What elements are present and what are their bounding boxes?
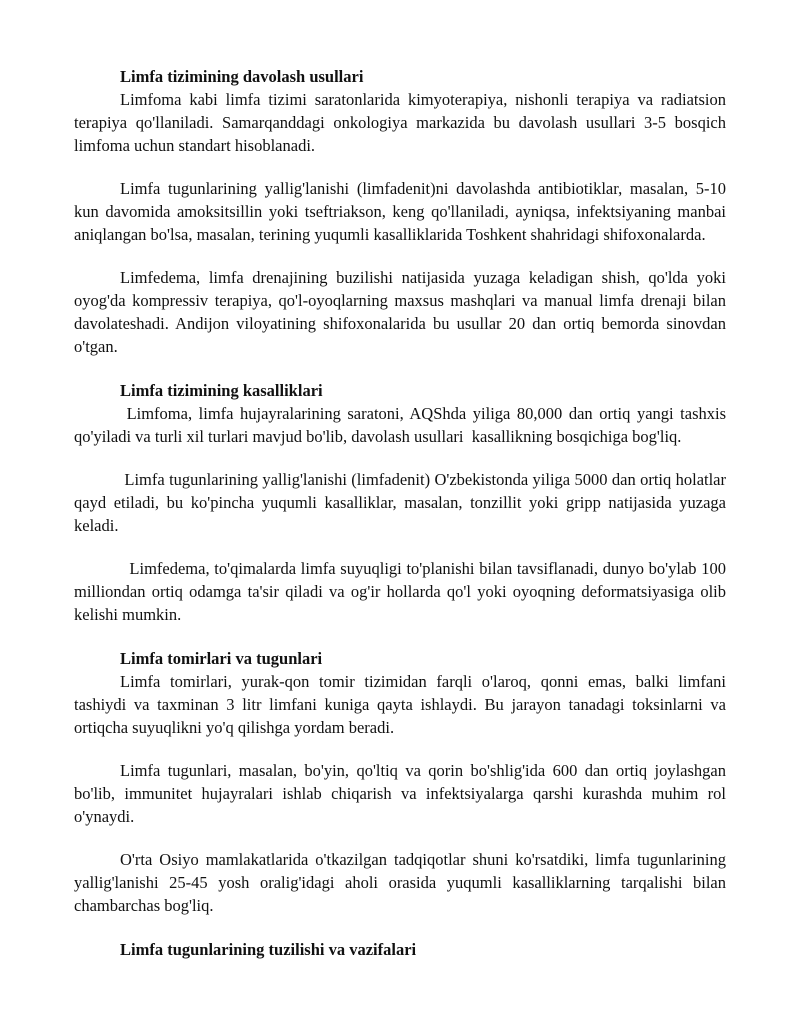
paragraph: Limfoma kabi limfa tizimi saratonlarida kimyoterapiya, nishonli terapiya va radiatsion terapiya qo'llaniladi. Samarqanddagi onkologiya markazida bu davolash usullari 3-5 bosqich limfoma uchun standart hisoblanadi. (74, 90, 726, 155)
paragraph: Limfa tugunlarining yallig'lanishi (limfadenit)ni davolashda antibiotiklar, masalan, 5-10 kun davomida amoksitsillin yoki tseftriakson, keng qo'llaniladi, ayniqsa, infektsiyaning manbai aniqlangan bo'lsa, masalan, terining yuqumli kasalliklarida Toshkent shahridagi shifoxonalarda. (74, 179, 726, 244)
section-heading: Limfa tizimining davolash usullari (120, 67, 364, 86)
section-heading: Limfa tomirlari va tugunlari (120, 649, 323, 668)
paragraph: Limfedema, to'qimalarda limfa suyuqligi to'planishi bilan tavsiflanadi, dunyo bo'ylab 100 milliondan ortiq odamga ta'sir qiladi va og'ir hollarda qo'l yoki oyoqning deformatsiyasiga olib kelishi mumkin. (74, 559, 731, 624)
section-treatment (74, 66, 726, 358)
section-structure-functions (74, 939, 726, 961)
paragraph: Limfa tugunlarining yallig'lanishi (limfadenit) O'zbekistonda yiliga 5000 dan ortiq holatlar qayd etiladi, bu ko'pincha yuqumli kasalliklar, masalan, tonzillit yoki gripp natijasida yuzaga keladi. (74, 470, 731, 535)
paragraph: Limfa tomirlari, yurak-qon tomir tizimidan farqli o'laroq, qonni emas, balki limfani tashiydi va taxminan 3 litr limfani kuniga qayta ishlaydi. Bu jarayon tanadagi toksinlarni va ortiqcha suyuqlikni yo'q qilishga yordam beradi. (74, 672, 726, 737)
section-heading: Limfa tizimining kasalliklari (120, 381, 323, 400)
paragraph: Limfa tugunlari, masalan, bo'yin, qo'ltiq va qorin bo'shlig'ida 600 dan ortiq joylashgan bo'lib, immunitet hujayralari ishlab chiqarish va infektsiyalarga qarshi kurashda muhim rol o'ynaydi. (74, 761, 726, 826)
section-heading: Limfa tugunlarining tuzilishi va vazifalari (120, 940, 417, 959)
document-page (74, 66, 731, 961)
section-vessels-nodes (74, 648, 726, 917)
paragraph: Limfedema, limfa drenajining buzilishi natijasida yuzaga keladigan shish, qo'lda yoki oyog'da kompressiv terapiya, qo'l-oyoqlarning maxsus mashqlari va manual limfa drenaji bilan davolateshadi. Andijon viloyatining shifoxonalarida bu usullar 20 dan ortiq bemorda sinovdan o'tgan. (74, 268, 726, 356)
paragraph: O'rta Osiyo mamlakatlarida o'tkazilgan tadqiqotlar shuni ko'rsatdiki, limfa tugunlarining yallig'lanishi 25-45 yosh oralig'idagi aholi orasida yuqumli kasalliklarning tarqalishi bilan chambarchas bog'liq. (74, 850, 726, 915)
section-diseases (74, 380, 731, 626)
paragraph: Limfoma, limfa hujayralarining saratoni, AQShda yiliga 80,000 dan ortiq yangi tashxis qo'yiladi va turli xil turlari mavjud bo'lib, davolash usullari kasallikning bosqichiga bog'liq. (74, 404, 731, 446)
